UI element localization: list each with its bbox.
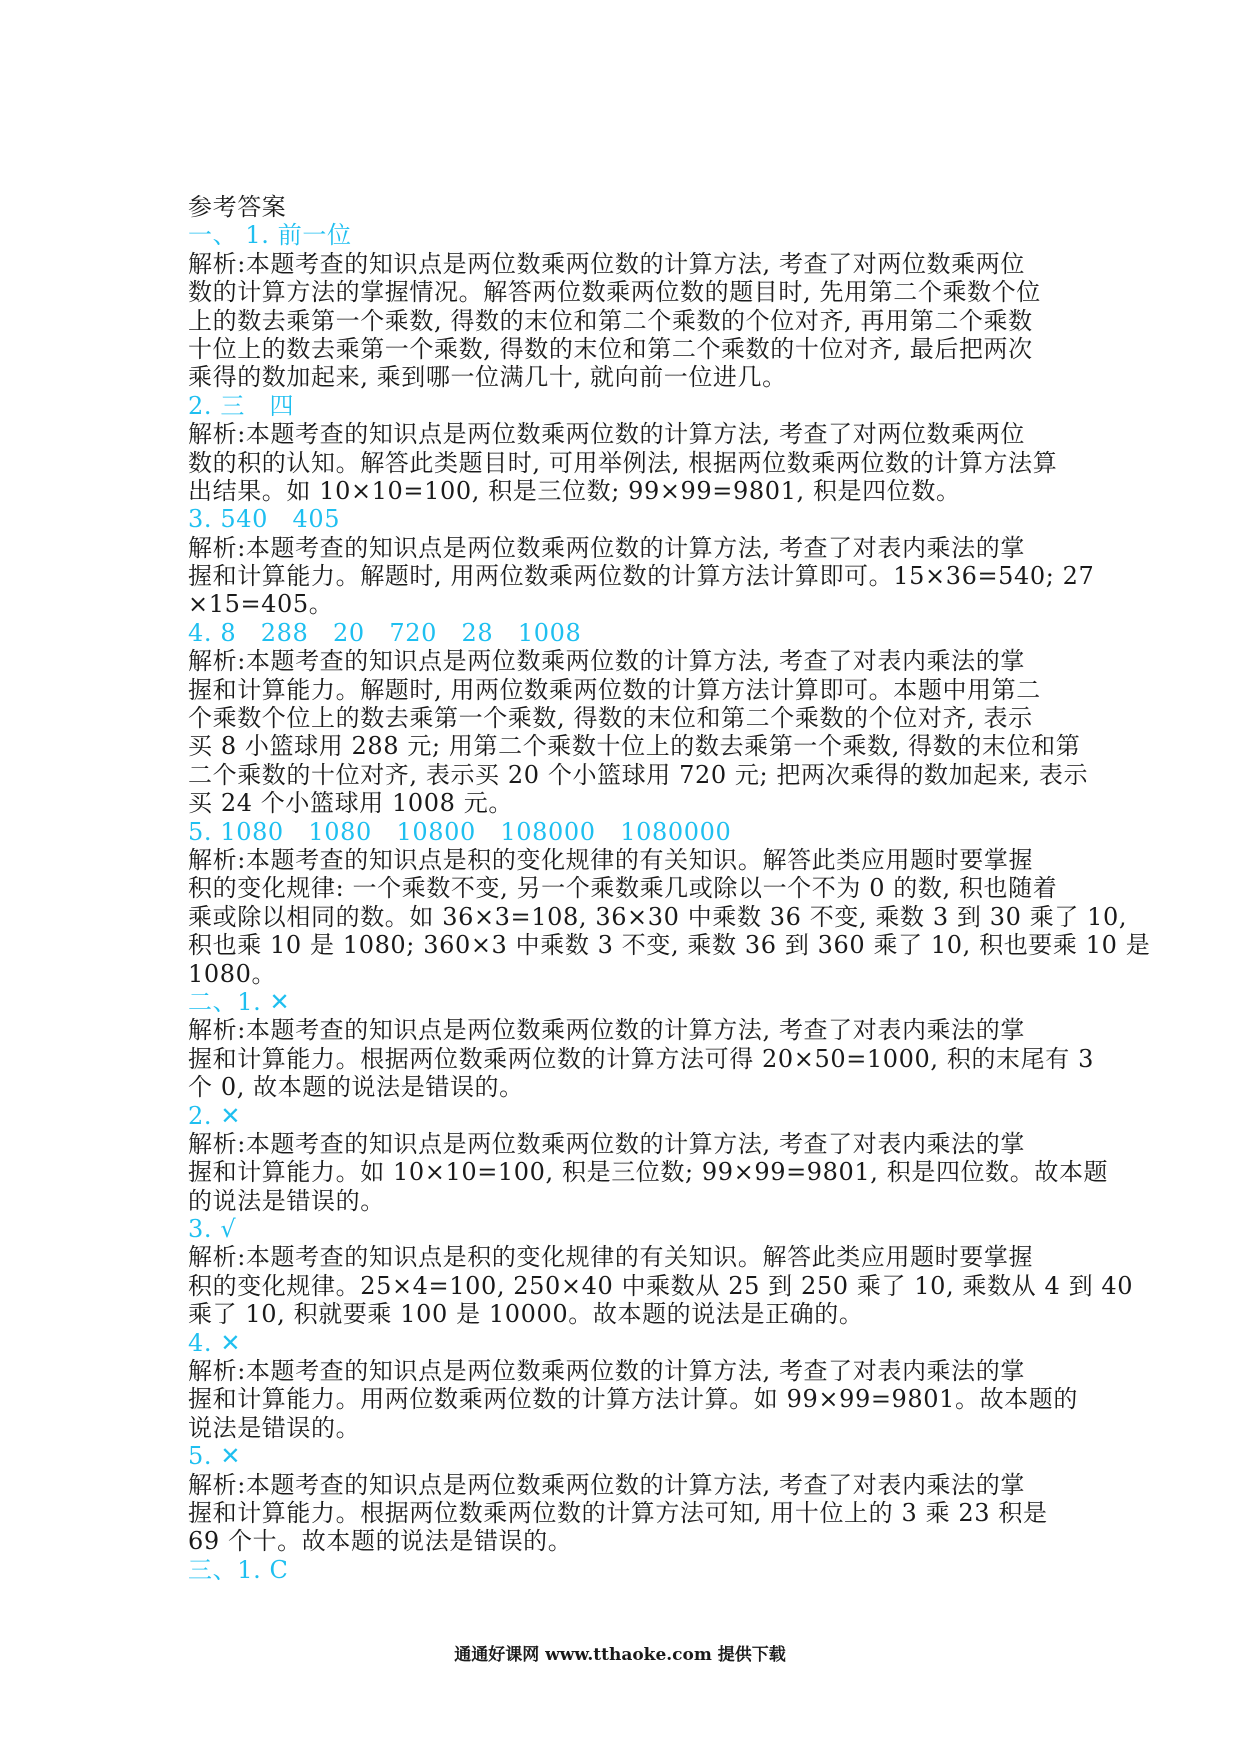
text-line: 解析:本题考查的知识点是两位数乘两位数的计算方法, 考查了对表内乘法的掌 xyxy=(188,647,1025,676)
answer-line: 5. 1080 1080 10800 108000 1080000 xyxy=(188,817,732,846)
text-line: 的说法是错误的。 xyxy=(188,1186,385,1215)
text-line: 二个乘数的十位对齐, 表示买 20 个小篮球用 720 元; 把两次乘得的数加起来, 表示 xyxy=(188,760,1089,789)
text-line: 出结果。如 10×10=100, 积是三位数; 99×99=9801, 积是四位数。 xyxy=(188,476,961,505)
text-line: 说法是错误的。 xyxy=(188,1413,361,1442)
text-line: 积的变化规律。25×4=100, 250×40 中乘数从 25 到 250 乘了 10, 乘数从 4 到 40 xyxy=(188,1271,1134,1300)
answer-line: 2. 三 四 xyxy=(188,391,295,420)
answer-line: 3. 540 405 xyxy=(188,505,341,534)
text-line: 握和计算能力。根据两位数乘两位数的计算方法可得 20×50=1000, 积的末尾有 3 xyxy=(188,1044,1094,1073)
answer-line: 三、1. C xyxy=(188,1555,289,1584)
text-line: 解析:本题考查的知识点是两位数乘两位数的计算方法, 考查了对表内乘法的掌 xyxy=(188,533,1025,562)
text-line: 买 8 小篮球用 288 元; 用第二个乘数十位上的数去乘第一个乘数, 得数的末位和第 xyxy=(188,732,1081,761)
text-line: 上的数去乘第一个乘数, 得数的末位和第二个乘数的个位对齐, 再用第二个乘数 xyxy=(188,306,1033,335)
answer-line: 4. ✕ xyxy=(188,1328,242,1357)
answer-line: 二、1. ✕ xyxy=(188,987,291,1016)
text-line: ×15=405。 xyxy=(188,590,334,619)
text-line: 买 24 个小篮球用 1008 元。 xyxy=(188,789,513,818)
text-line: 握和计算能力。用两位数乘两位数的计算方法计算。如 99×99=9801。故本题的 xyxy=(188,1385,1079,1414)
answer-line: 5. ✕ xyxy=(188,1442,242,1471)
text-line: 解析:本题考查的知识点是两位数乘两位数的计算方法, 考查了对两位数乘两位 xyxy=(188,420,1025,449)
text-line: 参考答案 xyxy=(188,193,287,221)
text-line: 解析:本题考查的知识点是积的变化规律的有关知识。解答此类应用题时要掌握 xyxy=(188,1243,1034,1272)
footer-watermark: 通通好课网 www.tthaoke.com 提供下载 xyxy=(454,1645,786,1665)
text-line: 十位上的数去乘第一个乘数, 得数的末位和第二个乘数的十位对齐, 最后把两次 xyxy=(188,334,1033,363)
text-line: 个乘数个位上的数去乘第一个乘数, 得数的末位和第二个乘数的个位对齐, 表示 xyxy=(188,704,1033,733)
text-line: 解析:本题考查的知识点是两位数乘两位数的计算方法, 考查了对表内乘法的掌 xyxy=(188,1129,1025,1158)
text-line: 解析:本题考查的知识点是两位数乘两位数的计算方法, 考查了对表内乘法的掌 xyxy=(188,1470,1025,1499)
text-line: 数的积的认知。解答此类题目时, 可用举例法, 根据两位数乘两位数的计算方法算 xyxy=(188,448,1058,477)
text-line: 解析:本题考查的知识点是两位数乘两位数的计算方法, 考查了对表内乘法的掌 xyxy=(188,1357,1025,1386)
text-line: 乘得的数加起来, 乘到哪一位满几十, 就向前一位进几。 xyxy=(188,363,787,392)
text-line: 解析:本题考查的知识点是积的变化规律的有关知识。解答此类应用题时要掌握 xyxy=(188,845,1034,874)
text-line: 解析:本题考查的知识点是两位数乘两位数的计算方法, 考查了对表内乘法的掌 xyxy=(188,1016,1025,1045)
text-line: 积也乘 10 是 1080; 360×3 中乘数 3 不变, 乘数 36 到 360 乘了 10, 积也要乘 10 是 xyxy=(188,931,1151,960)
answer-line: 一、 1. 前一位 xyxy=(188,221,352,250)
answer-line: 2. ✕ xyxy=(188,1101,242,1130)
text-line: 1080。 xyxy=(188,959,277,988)
text-line: 乘了 10, 积就要乘 100 是 10000。故本题的说法是正确的。 xyxy=(188,1300,864,1329)
text-line: 乘或除以相同的数。如 36×3=108, 36×30 中乘数 36 不变, 乘数 3 到 30 乘了 10, xyxy=(188,902,1128,931)
text-line: 个 0, 故本题的说法是错误的。 xyxy=(188,1073,524,1102)
answer-line: 4. 8 288 20 720 28 1008 xyxy=(188,618,582,647)
text-line: 握和计算能力。如 10×10=100, 积是三位数; 99×99=9801, 积是四位数。故本题 xyxy=(188,1158,1109,1187)
answer-line: 3. √ xyxy=(188,1215,237,1244)
text-line: 握和计算能力。解题时, 用两位数乘两位数的计算方法计算即可。15×36=540; 27 xyxy=(188,562,1095,591)
text-line: 握和计算能力。解题时, 用两位数乘两位数的计算方法计算即可。本题中用第二 xyxy=(188,675,1041,704)
text-line: 握和计算能力。根据两位数乘两位数的计算方法可知, 用十位上的 3 乘 23 积是 xyxy=(188,1498,1048,1527)
text-line: 积的变化规律: 一个乘数不变, 另一个乘数乘几或除以一个不为 0 的数, 积也随着 xyxy=(188,874,1058,903)
answer-key-content xyxy=(188,193,1151,1584)
text-line: 数的计算方法的掌握情况。解答两位数乘两位数的题目时, 先用第二个乘数个位 xyxy=(188,278,1041,307)
text-line: 69 个十。故本题的说法是错误的。 xyxy=(188,1527,573,1556)
text-line: 解析:本题考查的知识点是两位数乘两位数的计算方法, 考查了对两位数乘两位 xyxy=(188,249,1025,278)
